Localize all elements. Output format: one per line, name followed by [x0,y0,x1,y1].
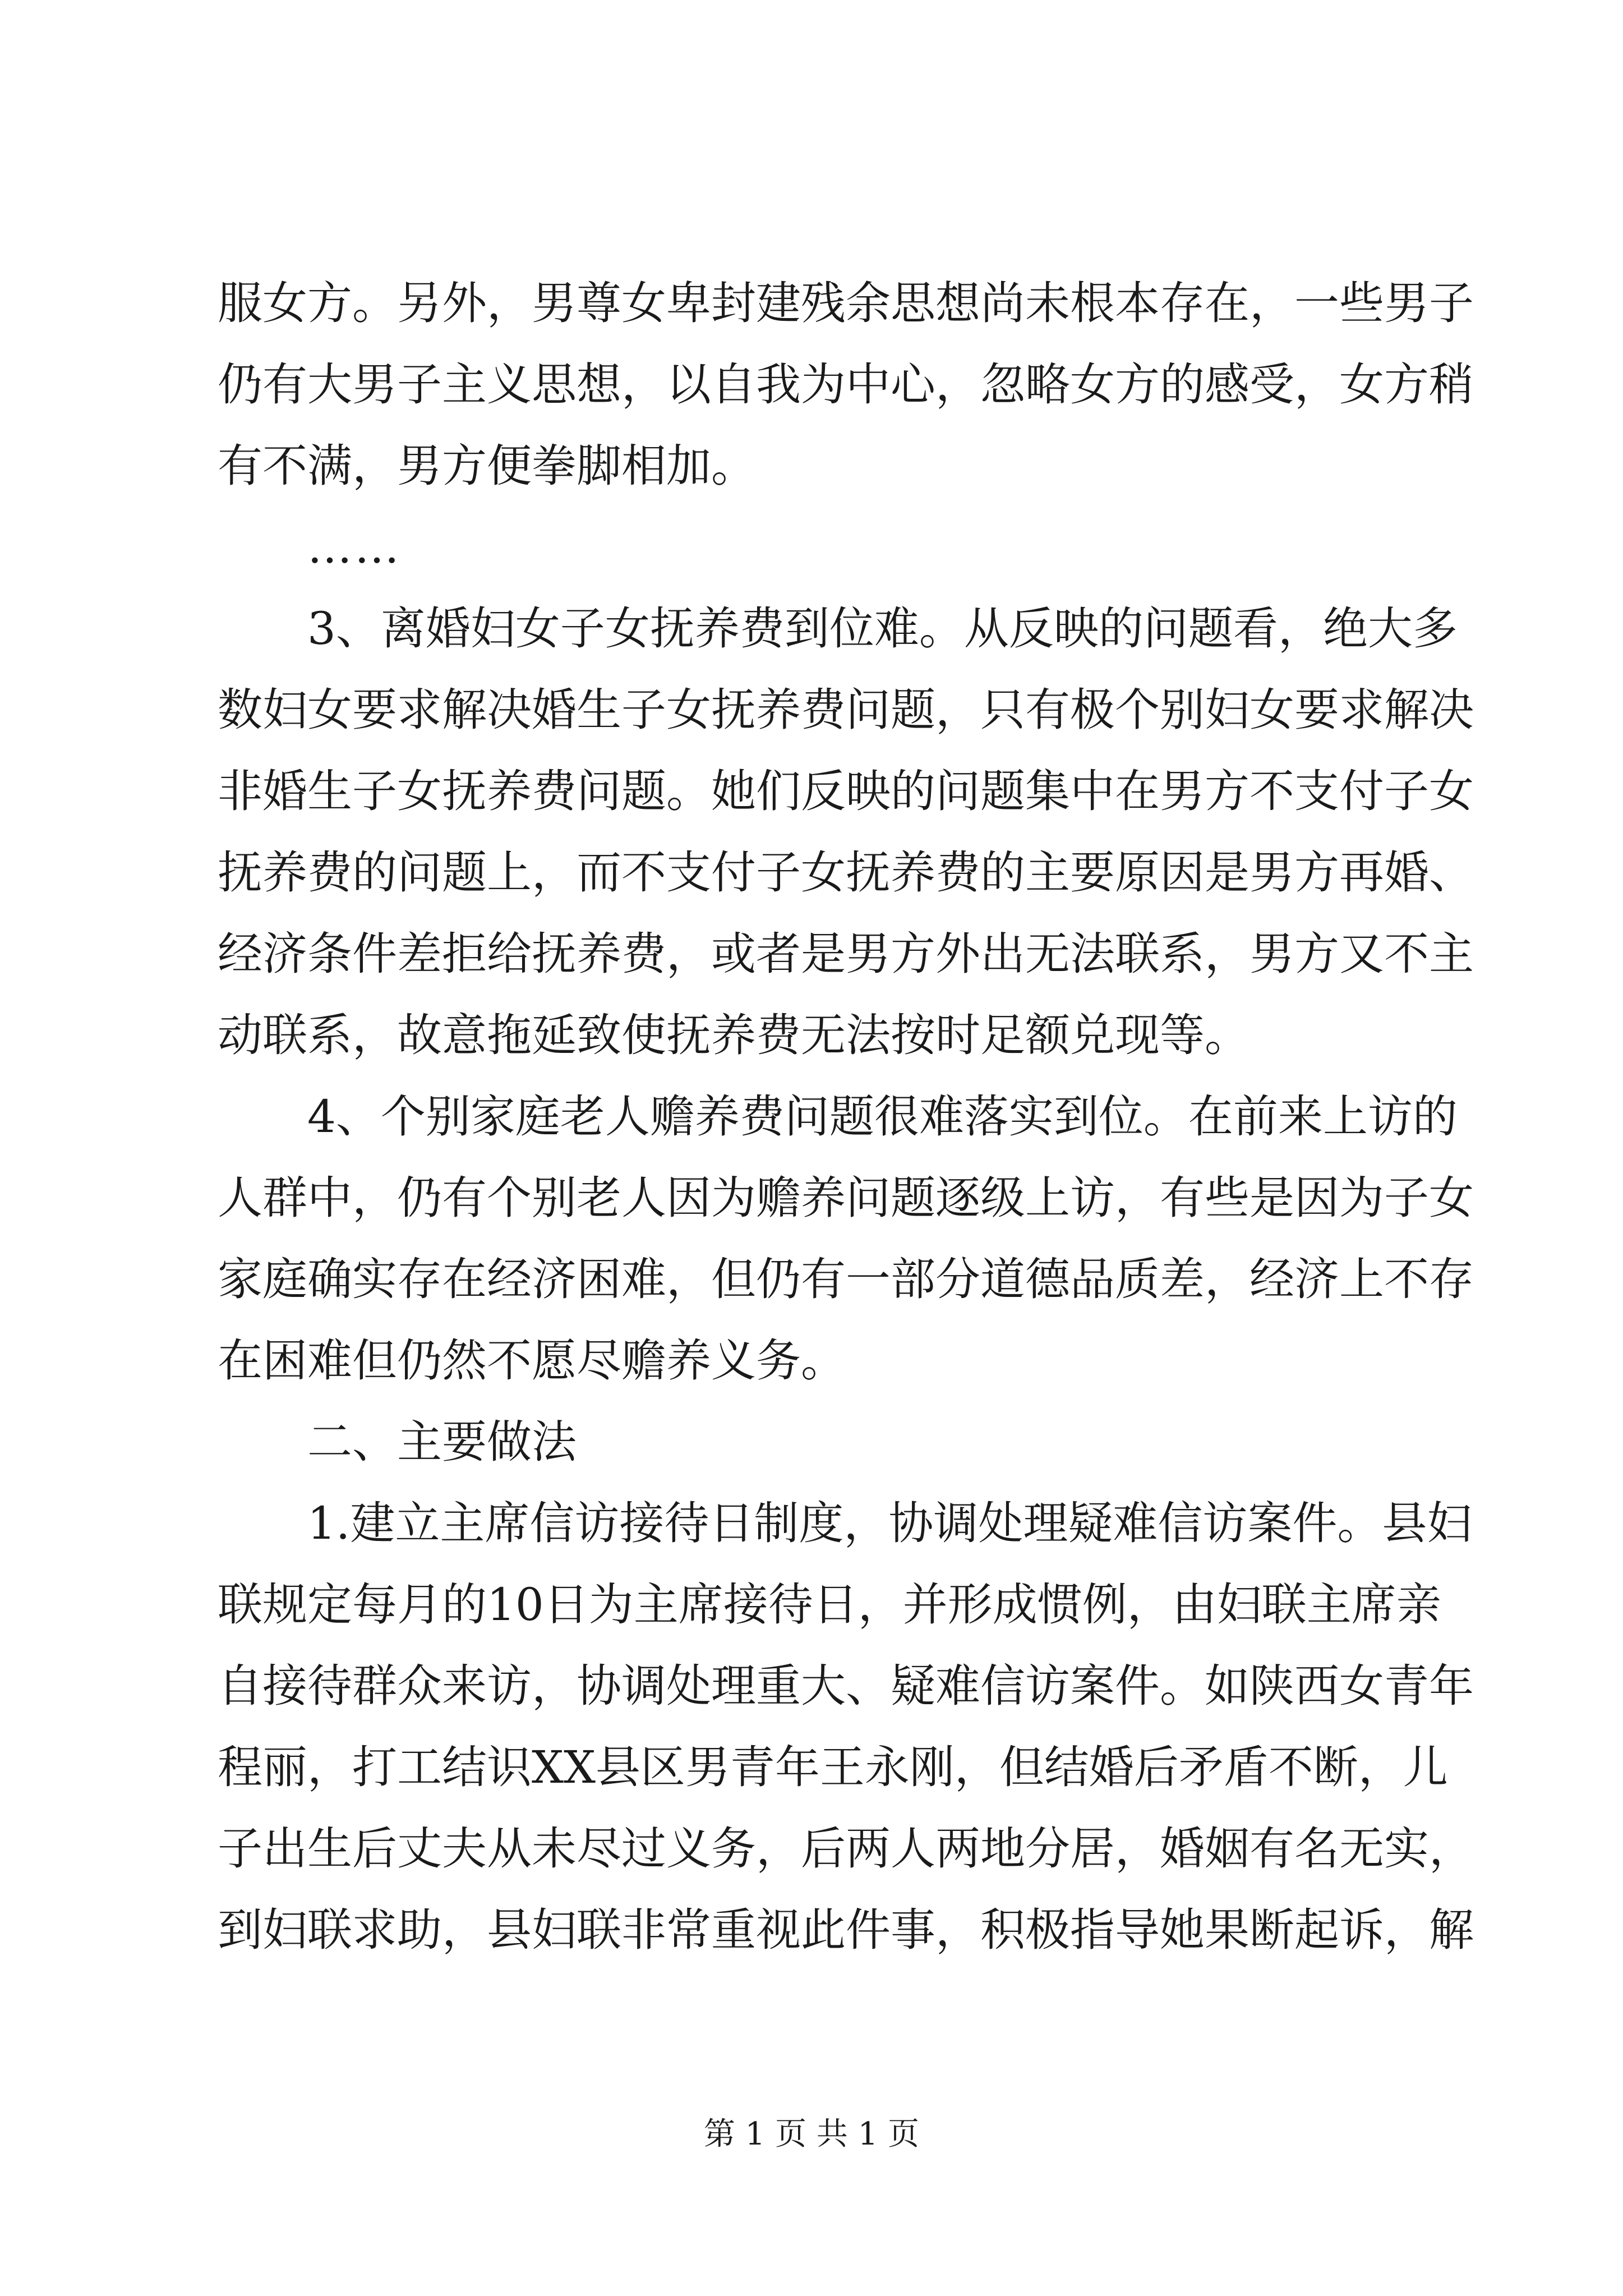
paragraph-1-first-line: 1.建立主席信访接待日制度，协调处理疑难信访案件。县妇 [307,1497,1472,1549]
text-line: 在困难但仍然不愿尽赡养义务。 [218,1335,846,1387]
text-line: 人群中，仍有个别老人因为赡养问题逐级上访，有些是因为子女 [218,1172,1474,1224]
section-heading: 二、主要做法 [307,1416,577,1468]
paragraph-3-first-line: 3、离婚妇女子女抚养费到位难。从反映的问题看，绝大多 [307,602,1458,655]
text-line: 抚养费的问题上，而不支付子女抚养费的主要原因是男方再婚、 [218,846,1474,899]
text-line: 数妇女要求解决婚生子女抚养费问题，只有极个别妇女要求解决 [218,684,1474,736]
text-line: 子出生后丈夫从未尽过义务，后两人两地分居，婚姻有名无实， [218,1823,1474,1875]
text-line: 有不满，男方便拳脚相加。 [218,440,756,492]
text-line: 服女方。另外，男尊女卑封建残余思想尚未根本存在，一些男子 [218,277,1474,329]
body-text [218,263,1474,1971]
text-line: 家庭确实存在经济困难，但仍有一部分道德品质差，经济上不存 [218,1253,1474,1305]
text-line: 动联系，故意拖延致使抚养费无法按时足额兑现等。 [218,1009,1249,1061]
text-line: 经济条件差拒给抚养费，或者是男方外出无法联系，男方又不主 [218,928,1474,980]
ellipsis-line: …… [307,521,402,573]
text-line: 程丽，打工结识XX县区男青年王永刚，但结婚后矛盾不断，儿 [218,1741,1448,1793]
text-line: 到妇联求助，县妇联非常重视此件事，积极指导她果断起诉，解 [218,1904,1474,1956]
text-line: 自接待群众来访，协调处理重大、疑难信访案件。如陕西女青年 [218,1660,1474,1712]
paragraph-4-first-line: 4、个别家庭老人赡养费问题很难落实到位。在前来上访的 [307,1091,1458,1143]
text-line: 非婚生子女抚养费问题。她们反映的问题集中在男方不支付子女 [218,765,1474,817]
text-line: 联规定每月的10日为主席接待日，并形成惯例，由妇联主席亲 [218,1579,1441,1631]
text-line: 仍有大男子主义思想，以自我为中心，忽略女方的感受，女方稍 [218,358,1474,411]
page-number-footer: 第 1 页 共 1 页 [703,2116,920,2152]
